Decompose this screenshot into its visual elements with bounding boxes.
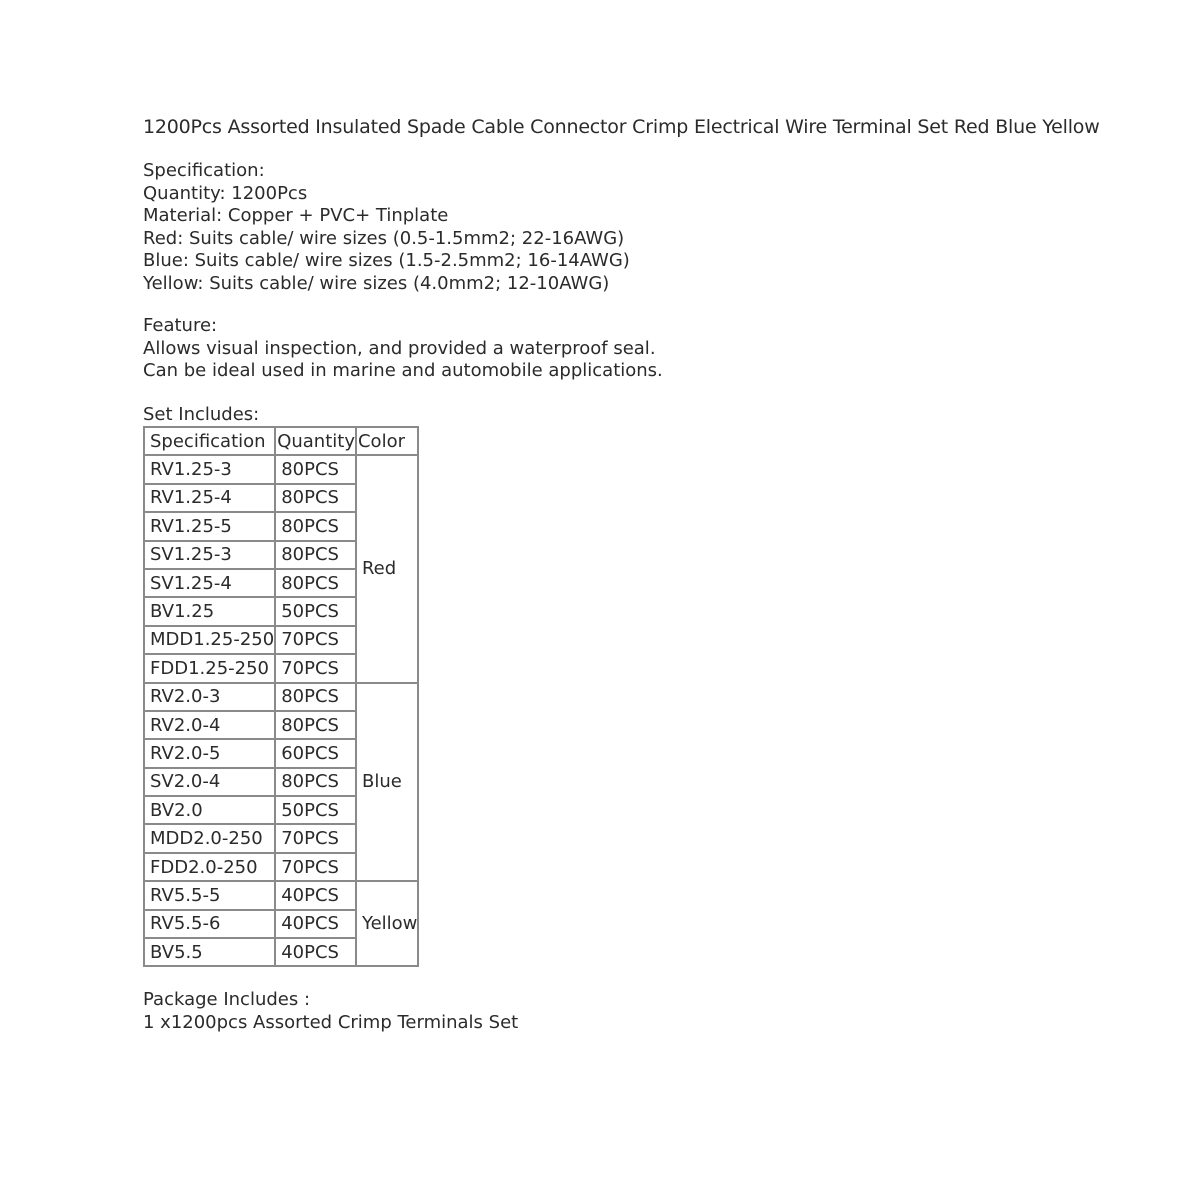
quantity-cell: 80PCS [275, 455, 356, 483]
spec-quantity-line: Quantity: 1200Pcs [143, 182, 308, 204]
spec-cell: BV2.0 [144, 796, 275, 824]
column-header-quantity: Quantity [275, 427, 356, 455]
specification-heading: Specification: [143, 160, 265, 181]
table-header-row [144, 427, 418, 455]
quantity-cell: 80PCS [275, 768, 356, 796]
quantity-cell: 40PCS [275, 938, 356, 966]
feature-section [143, 315, 1143, 383]
color-cell-blue: Blue [356, 683, 418, 882]
quantity-cell: 80PCS [275, 711, 356, 739]
quantity-cell: 60PCS [275, 739, 356, 767]
color-cell-yellow: Yellow [356, 881, 418, 966]
spec-cell: SV2.0-4 [144, 768, 275, 796]
product-title: 1200Pcs Assorted Insulated Spade Cable Connector Crimp Electrical Wire Terminal Set Red Blue Yellow [143, 116, 1100, 138]
spec-cell: RV5.5-6 [144, 910, 275, 938]
spec-cell: MDD1.25-250 [144, 626, 275, 654]
spec-cell: SV1.25-3 [144, 541, 275, 569]
spec-cell: FDD1.25-250 [144, 654, 275, 682]
spec-cell: MDD2.0-250 [144, 824, 275, 852]
spec-cell: RV5.5-5 [144, 881, 275, 909]
spec-cell: SV1.25-4 [144, 569, 275, 597]
quantity-cell: 70PCS [275, 824, 356, 852]
quantity-cell: 80PCS [275, 541, 356, 569]
quantity-cell: 40PCS [275, 910, 356, 938]
spec-red-line: Red: Suits cable/ wire sizes (0.5-1.5mm2; 22-16AWG) [143, 227, 625, 249]
feature-line: Allows visual inspection, and provided a waterproof seal. [143, 337, 656, 359]
quantity-cell: 70PCS [275, 853, 356, 881]
package-section [143, 989, 1143, 1034]
table-body [144, 455, 418, 966]
table-row [144, 881, 418, 909]
spec-cell: FDD2.0-250 [144, 853, 275, 881]
quantity-cell: 50PCS [275, 796, 356, 824]
quantity-cell: 80PCS [275, 484, 356, 512]
spec-cell: RV2.0-3 [144, 683, 275, 711]
package-line: 1 x1200pcs Assorted Crimp Terminals Set [143, 1011, 519, 1033]
column-header-specification: Specification [144, 427, 275, 455]
table-row [144, 455, 418, 483]
feature-heading: Feature: [143, 315, 218, 336]
column-header-color: Color [356, 427, 418, 455]
spec-cell: BV1.25 [144, 597, 275, 625]
product-description [143, 114, 1143, 1034]
spec-cell: RV2.0-4 [144, 711, 275, 739]
quantity-cell: 80PCS [275, 512, 356, 540]
quantity-cell: 50PCS [275, 597, 356, 625]
set-includes-heading: Set Includes: [143, 403, 260, 425]
quantity-cell: 40PCS [275, 881, 356, 909]
spec-cell: RV2.0-5 [144, 739, 275, 767]
feature-line: Can be ideal used in marine and automobile applications. [143, 360, 663, 381]
spec-yellow-line: Yellow: Suits cable/ wire sizes (4.0mm2; 12-10AWG) [143, 272, 610, 294]
spec-material-line: Material: Copper + PVC+ Tinplate [143, 205, 449, 226]
spec-blue-line: Blue: Suits cable/ wire sizes (1.5-2.5mm2; 16-14AWG) [143, 250, 630, 271]
quantity-cell: 70PCS [275, 626, 356, 654]
specification-section [143, 160, 1143, 295]
quantity-cell: 80PCS [275, 683, 356, 711]
package-heading: Package Includes : [143, 989, 311, 1011]
quantity-cell: 80PCS [275, 569, 356, 597]
spec-cell: RV1.25-5 [144, 512, 275, 540]
set-includes-table [143, 426, 419, 967]
quantity-cell: 70PCS [275, 654, 356, 682]
spec-cell: RV1.25-4 [144, 484, 275, 512]
spec-cell: BV5.5 [144, 938, 275, 966]
spec-cell: RV1.25-3 [144, 455, 275, 483]
table-row [144, 683, 418, 711]
color-cell-red: Red [356, 455, 418, 682]
